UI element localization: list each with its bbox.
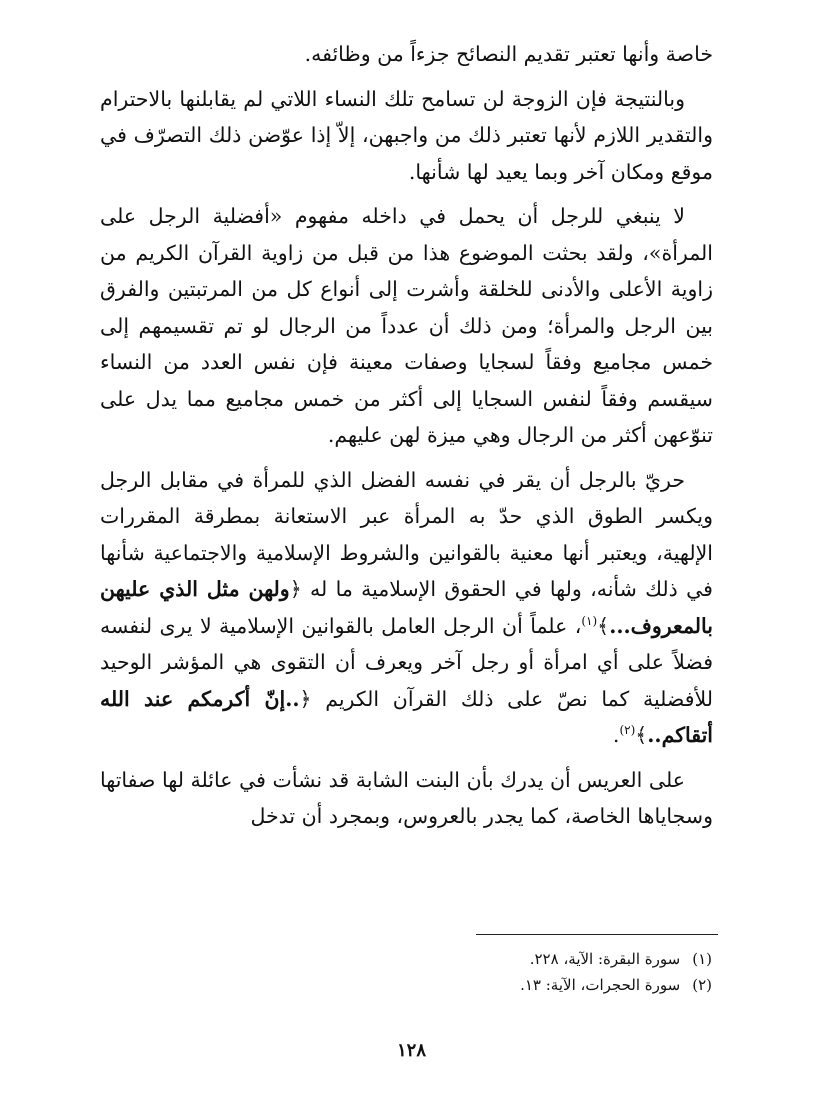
paragraph-virtue	[100, 462, 713, 754]
footnote-divider	[476, 934, 718, 935]
footnote-text: سورة الحجرات، الآية: ١٣.	[520, 976, 681, 994]
paragraph-superiority: لا ينبغي للرجل أن يحمل في داخله مفهوم «أفضلية الرجل على المرأة»، ولقد بحثت الموضوع هذا من قبل من زاوية القرآن الكريم من زاوية الأعلى والأدنى للخلقة وأشرت إلى أنواع كل من المرتبتين والفرق بين الرجل والمرأة؛ ومن ذلك أن عدداً من الرجال لو تم تقسيمهم إلى خمس مجاميع وفقاً لسجايا وصفات معينة فإن نفس العدد من النساء سيقسم وفقاً لنفس السجايا إلى أكثر من خمس مجاميع مما يدل على تنوّعهن أكثر من الرجال وهي ميزة لهن عليهم.	[100, 204, 713, 447]
body-text	[100, 36, 713, 843]
footnotes	[300, 946, 712, 998]
paragraph-text: حريّ بالرجل أن يقر في نفسه الفضل الذي للمرأة في مقابل الرجل ويكسر الطوق الذي حدّ به المرأة عبر الاستعانة بمطرقة المقررات الإلهية، ويعتبر أنها معنية بالقوانين والشروط الإسلامية والاجتماعية شأنها في ذلك شأنه، ولها في الحقوق الإسلامية ما له	[100, 467, 713, 601]
footnote-ref: (١)	[581, 613, 598, 628]
paragraph-text: .	[612, 723, 620, 747]
quran-quote: ولهن مثل الذي عليهن بالمعروف...	[100, 577, 713, 638]
paragraph-wife-respect: وبالنتيجة فإن الزوجة لن تسامح تلك النساء اللاتي لم يقابلنها بالاحترام والتقدير اللازم لأنها تعتبر ذلك من واجبهن، إلاّ إذا عوّضن ذلك التصرّف في موقع ومكان آخر وبما يعيد لها شأنها.	[100, 86, 713, 184]
quran-open-bracket: ﴿	[289, 577, 302, 601]
page-number: ١٢٨	[396, 1040, 426, 1061]
quran-quote: ..إنّ أكرمكم عند الله أتقاكم..	[100, 686, 713, 747]
footnote-ref: (٢)	[619, 723, 636, 738]
quran-close-bracket: ﴾	[635, 723, 648, 747]
footnote-text: سورة البقرة: الآية، ٢٢٨.	[529, 950, 681, 968]
footnote	[300, 972, 712, 998]
footnote-number: (٢)	[692, 976, 712, 994]
quran-open-bracket: ﴿	[299, 686, 312, 711]
quran-close-bracket: ﴾	[597, 613, 610, 638]
footnote	[300, 946, 712, 972]
paragraph-continued: خاصة وأنها تعتبر تقديم النصائح جزءاً من وظائفه.	[304, 42, 713, 66]
footnote-number: (١)	[692, 950, 712, 968]
paragraph-text: ، علماً أن الرجل العامل بالقوانين الإسلامية لا يرى لنفسه فضلاً على أي امرأة أو رجل آخر ويعرف أن التقوى هي المؤشر الوحيد للأفضلية كما نصّ على ذلك القرآن الكريم	[100, 613, 713, 711]
paragraph-groom: على العريس أن يدرك بأن البنت الشابة قد نشأت في عائلة لها صفاتها وسجاياها الخاصة، كما يجدر بالعروس، وبمجرد أن تدخل	[100, 767, 713, 828]
